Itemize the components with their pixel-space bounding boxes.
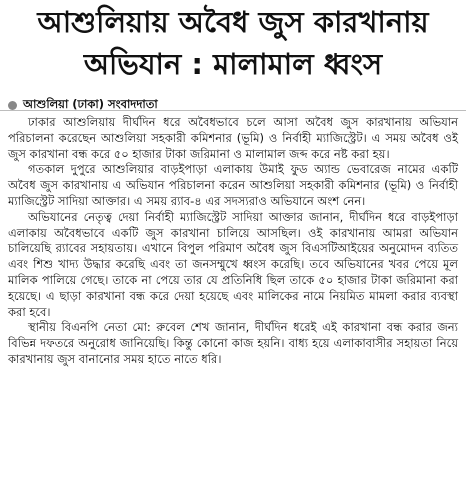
- divider: [0, 110, 466, 111]
- headline-line-1: আশুলিয়ায় অবৈধ জুস কারখানায়: [37, 5, 429, 39]
- bullet-icon: [8, 101, 17, 110]
- paragraph: অভিযানের নেতৃত্ব দেয়া নির্বাহী ম্যাজিস্ট্রেট সাদিয়া আক্তার জানান, দীর্ঘদিন ধরে বাড়ইপাড়া এলাকায় অবৈধভাবে একটি জুস কারখানা চালিয়ে আসছিল। ওই কারখানায় আমরা অভিযান চালিয়েছি র‌্যাবের সহায়তায়। এখানে বিপুল পরিমাণ অবৈধ জুস বিএসটিআইয়ের অনুমোদন ব্যতিত এবং শিশু খাদ্য উদ্ধার করেছি এবং তা জনসম্মুখে ধ্বংস করেছি। তবে অভিযানের খবর পেয়ে মূল মালিক পালিয়ে গেছে। তাকে না পেয়ে তার যে প্রতিনিধি ছিল তাকে ৫০ হাজার টাকা জরিমানা করা হয়েছে। এ ছাড়া কারখানা বন্ধ করে দেয়া হয়েছে এবং মালিকের নামে নিয়মিত মামলা করার ব্যবস্থা করা হবে।: [8, 209, 458, 319]
- article-body: [8, 115, 458, 368]
- headline-line-2: অভিযান : মালামাল ধ্বংস: [83, 47, 383, 81]
- paragraph: ঢাকার আশুলিয়ায় দীর্ঘদিন ধরে অবৈধভাবে চলে আসা অবৈধ জুস কারখানায় অভিযান পরিচালনা করেছেন আশুলিয়া সহকারী কমিশনার (ভূমি) ও নির্বাহী ম্যাজিস্ট্রেট। এ সময় অবৈধ ওই জুস কারখানা বন্ধ করে ৫০ হাজার টাকা জরিমানা ও মালামাল জব্দ করে নষ্ট করা হয়।: [8, 115, 458, 161]
- byline-text: আশুলিয়া (ঢাকা) সংবাদদাতা: [23, 96, 158, 111]
- paragraph: গতকাল দুপুরে আশুলিয়ার বাড়ইপাড়া এলাকায় উমাই ফুড অ্যান্ড ভেবারেজ নামের একটি অবৈধ জুস কারখানায় এ অভিযান পরিচালনা করেন আশুলিয়া সহকারী কমিশনার (ভূমি) ও নির্বাহী ম্যাজিস্ট্রেট সাদিয়া আক্তার। এ সময় র‌্যাব-৪ এর সদস্যরাও অভিযানে অংশ নেন।: [8, 162, 458, 208]
- paragraph: স্থানীয় বিএনপি নেতা মো: রুবেল শেখ জানান, দীর্ঘদিন ধরেই এই কারখানা বন্ধ করার জন্য বিভিন্ন দফতরে অনুরোধ জানিয়েছি। কিন্তু কোনো কাজ হয়নি। বাধ্য হয়ে এলাকাবাসীর সহায়তা নিয়ে কারখানায় জুস বানানোর সময় হাতে নাতে ধরি।: [8, 320, 458, 366]
